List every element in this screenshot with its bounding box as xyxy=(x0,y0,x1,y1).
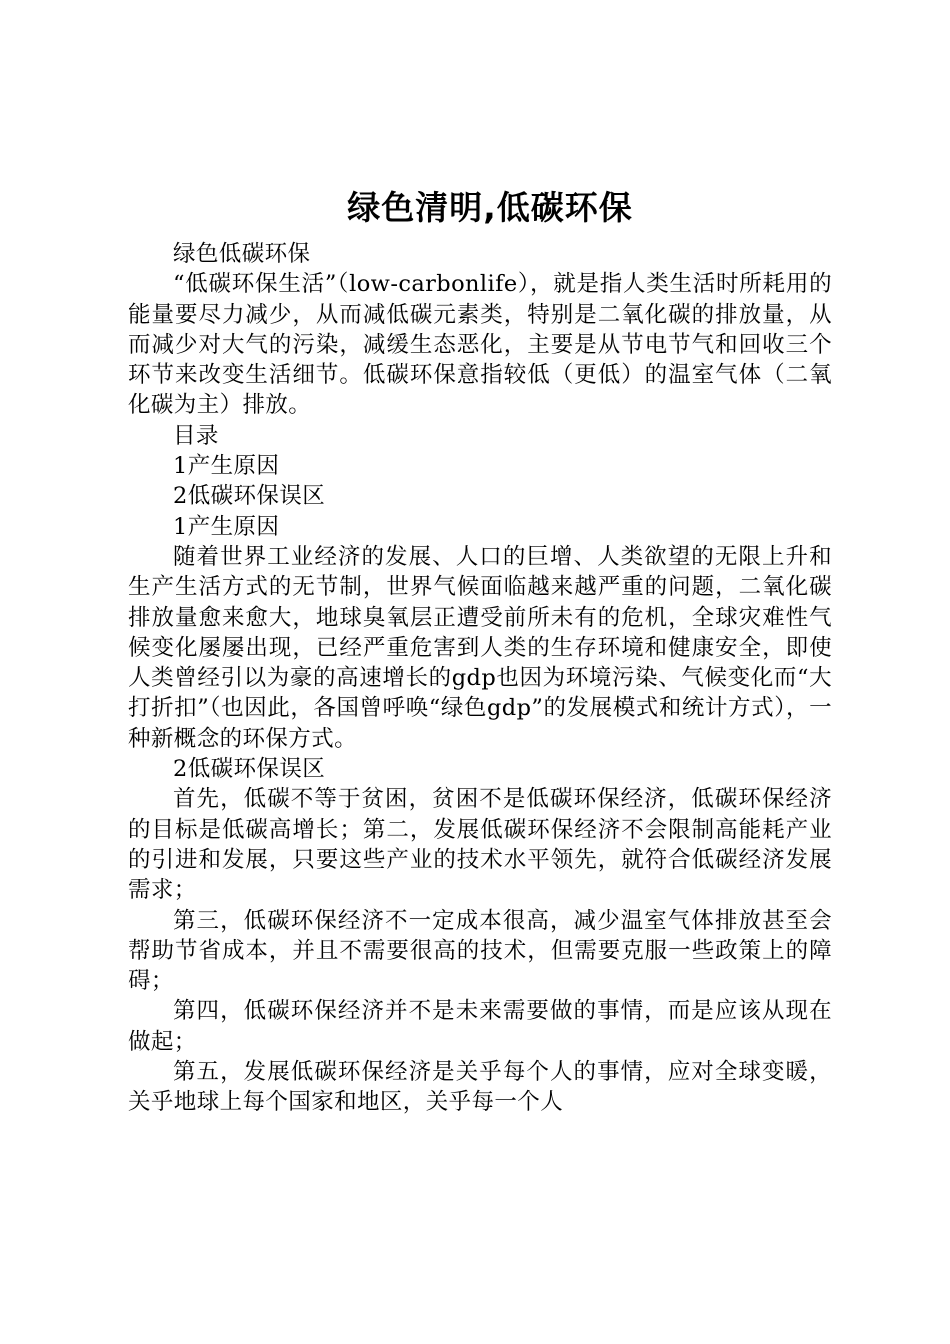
paragraph-definition: “低碳环保生活”（low-carbonlife），就是指人类生活时所耗用的能量要尽力减少，从而减低碳元素类，特别是二氧化碳的排放量，从而减少对大气的污染，减缓生态恶化，主要是从节电节气和回收三个环节来改变生活细节。低碳环保意指较低（更低）的温室气体（二氧化碳为主）排放。 xyxy=(128,271,832,419)
section-heading-misconceptions: 2低碳环保误区 xyxy=(173,756,326,783)
section-heading-causes: 1产生原因 xyxy=(173,513,280,540)
paragraph-misconception-5: 第五，发展低碳环保经济是关乎每个人的事情，应对全球变暖，关乎地球上每个国家和地区，关乎每一个人 xyxy=(128,1059,832,1116)
paragraph-misconception-3: 第三，低碳环保经济不一定成本很高，减少温室气体排放甚至会帮助节省成本，并且不需要很高的技术，但需要克服一些政策上的障碍； xyxy=(128,907,832,995)
paragraph-subtitle: 绿色低碳环保 xyxy=(173,241,311,267)
paragraph-toc-heading: 目录 xyxy=(173,422,219,449)
paragraph-causes: 随着世界工业经济的发展、人口的巨增、人类欲望的无限上升和生产生活方式的无节制，世界气候面临越来越严重的问题，二氧化碳排放量愈来愈大，地球臭氧层正遭受前所未有的危机，全球灾难性气候变化屡屡出现，已经严重危害到人类的生存环境和健康安全，即使人类曾经引以为豪的高速增长的gdp也因为环境污染、气候变化而“大打折扣”（也因此，各国曾呼唤“绿色gdp”的发展模式和统计方式），一种新概念的环保方式。 xyxy=(128,543,832,752)
paragraph-toc-item-1: 1产生原因 xyxy=(173,453,280,480)
paragraph-misconception-1-2: 首先，低碳不等于贫困，贫困不是低碳环保经济，低碳环保经济的目标是低碳高增长；第二，发展低碳环保经济不会限制高能耗产业的引进和发展，只要这些产业的技术水平领先，就符合低碳经济发展需求； xyxy=(128,786,832,904)
document-title: 绿色清明,低碳环保 xyxy=(347,188,633,227)
document-body xyxy=(128,183,832,1118)
paragraph-misconception-4: 第四，低碳环保经济并不是未来需要做的事情，而是应该从现在做起； xyxy=(128,998,832,1055)
paragraph-toc-item-2: 2低碳环保误区 xyxy=(173,483,326,510)
